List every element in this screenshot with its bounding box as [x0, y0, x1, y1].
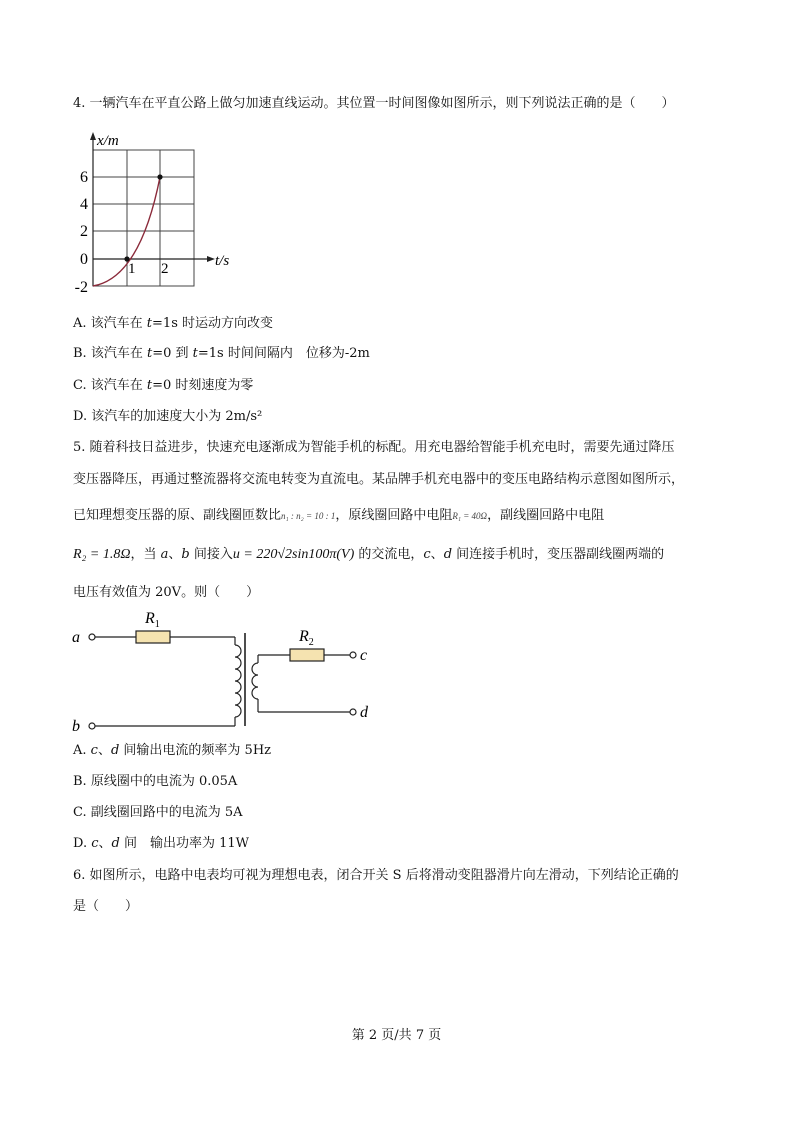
terminal-a-label: a — [72, 629, 80, 646]
y-tick-4: 4 — [80, 196, 88, 213]
r1-label: $R_1$ — [145, 610, 160, 630]
x-axis-label: x/m — [97, 133, 119, 149]
q6-line1: 6. 如图所示，电路中电表均可视为理想电表，闭合开关 S 后将滑动变阻器滑片向左滑动，下列结论正确的 — [73, 868, 679, 883]
q4-option-c: C. 该汽车在 t=0 时刻速度为零 — [73, 378, 254, 393]
q5-option-a: A. c、d 间输出电流的频率为 5Hz — [73, 743, 272, 758]
terminal-c-label: c — [360, 647, 368, 664]
q5-option-b: B. 原线圈中的电流为 0.05A — [73, 774, 238, 789]
y-tick-neg2: -2 — [74, 279, 88, 296]
t-tick-2: 2 — [161, 261, 169, 277]
y-tick-0: 0 — [80, 251, 88, 268]
terminal-d-label: d — [360, 704, 368, 721]
q4-position-time-graph — [70, 128, 270, 298]
q5-line3: 已知理想变压器的原、副线圈匝数比n₁ : n₂ = 10 : 1，原线圈回路中电阻R₁ = 40Ω，副线圈回路中电阻 — [73, 508, 605, 523]
q5-line5: 电压有效值为 20V。则（ ） — [73, 585, 260, 600]
q4-option-d: D. 该汽车的加速度大小为 2m/s² — [73, 409, 263, 424]
q5-transformer-circuit — [70, 605, 390, 740]
y-tick-2: 2 — [80, 223, 88, 240]
r1-formula: R₁ = 40Ω — [452, 511, 488, 521]
q5-line4: R₂ = 1.8Ω，当 a、b 间接入u = 220√2sin100π(V) 的交流电，c、d 间连接手机时，变压器副线圈两端的 — [73, 547, 665, 562]
y-tick-6: 6 — [80, 169, 88, 186]
q4-stem: 4. 一辆汽车在平直公路上做匀加速直线运动。其位置一时间图像如图所示，则下列说法正确的是（ ） — [73, 96, 675, 111]
q4-option-b: B. 该汽车在 t=0 到 t=1s 时间间隔内 位移为-2m — [73, 346, 370, 361]
terminal-b-label: b — [72, 718, 80, 735]
q5-option-d: D. c、d 间 输出功率为 11W — [73, 836, 250, 851]
voltage-formula: u = 220√2sin100π(V) — [232, 547, 355, 562]
t-tick-1: 1 — [128, 261, 136, 277]
q5-line1: 5. 随着科技日益进步，快速充电逐渐成为智能手机的标配。用充电器给智能手机充电时，需要先通过降压 — [73, 440, 675, 455]
q4-option-a: A. 该汽车在 t=1s 时运动方向改变 — [73, 316, 273, 331]
r2-formula: R₂ = 1.8Ω — [73, 547, 131, 562]
q5-line2: 变压器降压，再通过整流器将交流电转变为直流电。某品牌手机充电器中的变压电路结构示意图如图所示， — [73, 472, 685, 487]
r2-label: $R_2$ — [299, 628, 314, 648]
page-number-footer: 第 2 页/共 7 页 — [351, 1028, 442, 1043]
turns-ratio-formula: n₁ : n₂ = 10 : 1 — [281, 511, 336, 521]
q5-option-c: C. 副线圈回路中的电流为 5A — [73, 805, 243, 820]
q6-line2: 是（ ） — [73, 899, 139, 914]
t-axis-label: t/s — [215, 253, 230, 269]
